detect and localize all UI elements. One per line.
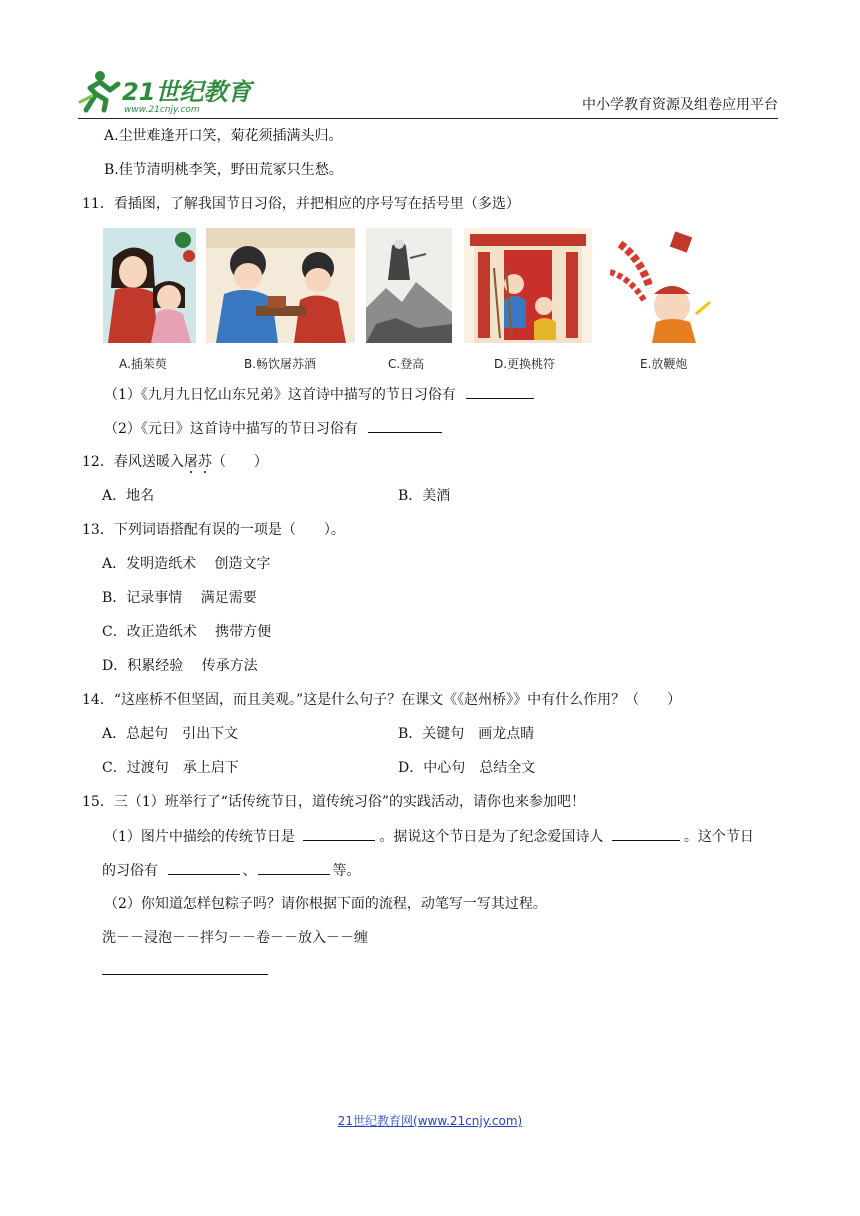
- q10-option-b: B.佳节清明桃李笑，野田荒冢只生愁。: [104, 162, 343, 178]
- q10-option-a: A.尘世难逢开口笑，菊花须插满头归。: [104, 128, 343, 144]
- platform-name: 中小学教育资源及组卷应用平台: [582, 97, 778, 113]
- caption-e: E.放鞭炮: [640, 357, 688, 371]
- q11-sub1-text: （1）《九月九日忆山东兄弟》这首诗中描写的节日习俗有: [104, 387, 456, 403]
- header-rule: [78, 118, 778, 119]
- q12-stem-after: （ ）: [211, 454, 268, 470]
- q15-sub1: [104, 826, 754, 847]
- q11-sub2-text: （2）《元日》这首诗中描写的节日习俗有: [104, 421, 358, 437]
- q12-stem: [82, 452, 268, 472]
- q11-sub2: [104, 418, 442, 439]
- q11-stem: 11．看插图，了解我国节日习俗，并把相应的序号写在括号里（多选）: [82, 196, 520, 212]
- q15-sub2: （2）你知道怎样包粽子吗？请你根据下面的流程，动笔写一写其过程。: [104, 896, 547, 912]
- q15-sub1-text-b: 。据说这个节日是为了纪念爱国诗人: [379, 829, 604, 845]
- q12-dotted-char: 屠: [183, 454, 198, 470]
- q15-sub1-text-c: 。这个节日: [683, 829, 754, 845]
- footer-link[interactable]: 21世纪教育网(www.21cnjy.com): [337, 1114, 523, 1128]
- illustration-a-cornel: [103, 228, 196, 343]
- q14-stem: 14．“这座桥不但坚固，而且美观。”这是什么句子？在课文《《赵州桥》》中有什么作用？（ ）: [82, 692, 682, 708]
- q13-option-d: D．积累经验 传承方法: [102, 658, 258, 674]
- q15-sub1-text-f: 等。: [332, 863, 361, 879]
- q15-sub1-text-e: 、: [242, 863, 257, 879]
- q15-sub1-cont: [102, 860, 360, 881]
- caption-a: A.插茱萸: [119, 357, 167, 371]
- q15-custom-blank-1[interactable]: [168, 860, 240, 875]
- illustration-d-peach-charm: [464, 228, 592, 343]
- logo-url: www.21cnjy.com: [124, 105, 200, 115]
- illustration-c-climbing: [366, 228, 452, 343]
- caption-c: C.登高: [388, 357, 425, 371]
- q15-sub1-text-d: 的习俗有: [102, 863, 158, 879]
- q14-option-a: A．总起句 引出下文: [102, 726, 239, 742]
- q15-stem: 15．三（1）班举行了“话传统节日，道传统习俗”的实践活动，请你也来参加吧！: [82, 794, 586, 810]
- illustration-e-firecrackers: [610, 228, 714, 343]
- page-header: [78, 62, 778, 120]
- q12-option-b: B．美酒: [398, 488, 451, 504]
- q14-option-d: D．中心句 总结全文: [398, 760, 536, 776]
- q12-option-a: A．地名: [102, 488, 155, 504]
- q15-flow: 洗－－浸泡－－拌匀－－卷－－放入－－缠: [102, 930, 368, 946]
- q15-festival-blank[interactable]: [303, 826, 375, 841]
- q15-custom-blank-2[interactable]: [258, 860, 330, 875]
- q14-option-b: B．关键句 画龙点睛: [398, 726, 535, 742]
- q11-sub1: [104, 384, 534, 405]
- q12-stem-before: 12．春风送暖入: [82, 454, 184, 470]
- logo-text: 21世纪教育: [122, 78, 252, 106]
- q11-sub1-blank[interactable]: [466, 384, 534, 399]
- q13-option-b: B．记录事情 满足需要: [102, 590, 257, 606]
- q13-option-a: A．发明造纸术 创造文字: [102, 556, 271, 572]
- q14-option-c: C．过渡句 承上启下: [102, 760, 239, 776]
- illustration-b-tusu-wine: [206, 228, 355, 343]
- q15-sub1-text-a: （1）图片中描绘的传统节日是: [104, 829, 295, 845]
- caption-b: B.畅饮屠苏酒: [244, 357, 317, 371]
- 21cnjy-logo: [78, 66, 258, 116]
- q15-answer-line[interactable]: [102, 974, 268, 975]
- q13-stem: 13．下列词语搭配有误的一项是（ ）。: [82, 522, 345, 538]
- caption-d: D.更换桃符: [494, 357, 556, 371]
- q13-option-c: C．改正造纸术 携带方便: [102, 624, 272, 640]
- q12-dotted-char: 苏: [197, 454, 212, 470]
- q11-sub2-blank[interactable]: [368, 418, 442, 433]
- q15-poet-blank[interactable]: [612, 826, 680, 841]
